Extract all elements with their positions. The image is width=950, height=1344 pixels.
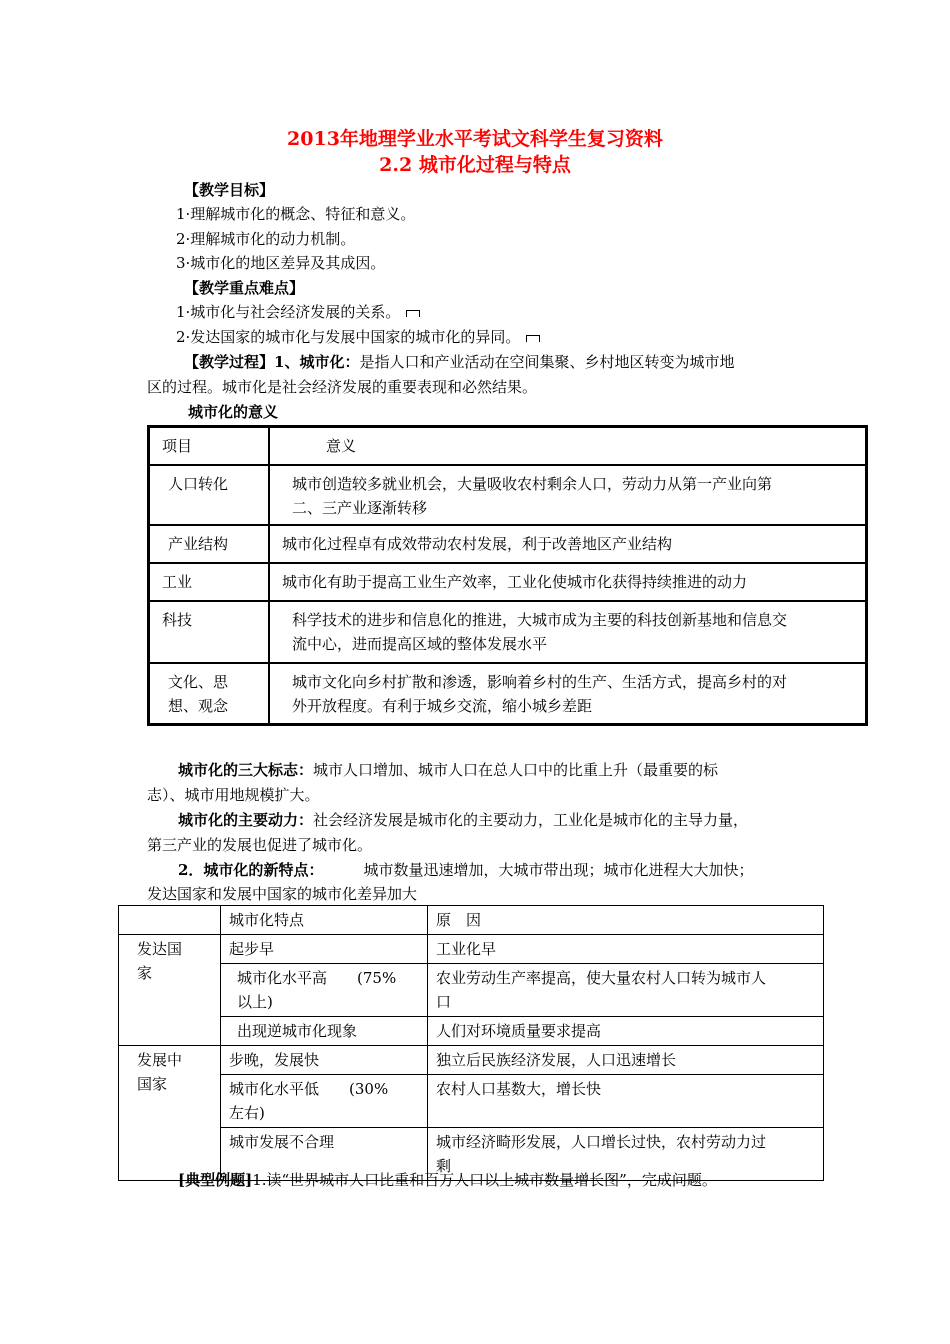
item-cell xyxy=(149,663,270,725)
feature-line: 左右) xyxy=(229,1104,265,1122)
table-row xyxy=(149,465,867,525)
new-features-text: 城市数量迅速增加，大城市带出现；城市化进程大大加快； xyxy=(363,861,754,879)
header-cell-item: 项目 xyxy=(149,427,270,465)
reason-cell: 农村人口基数大，增长快 xyxy=(428,1075,824,1128)
meaning-cell: 城市化有助于提高工业生产效率，工业化使城市化获得持续推进的动力 xyxy=(269,563,867,601)
table-header-row xyxy=(149,427,867,465)
bracket-mark-icon xyxy=(406,310,420,317)
feature-cell: 步晚，发展快 xyxy=(221,1046,428,1075)
table-row xyxy=(149,525,867,563)
example-text: 1.读“世界城市人口比重和百万人口以上城市数量增长图”，完成问题。 xyxy=(252,1171,717,1189)
country-cell xyxy=(119,1046,221,1181)
header-cell-feature: 城市化特点 xyxy=(221,906,428,935)
example-paragraph xyxy=(178,1168,717,1192)
item-cell: 科技 xyxy=(149,601,270,663)
key-point-item xyxy=(176,325,540,349)
table-row xyxy=(119,1046,824,1075)
meaning-cell xyxy=(269,465,867,525)
item-cell: 人口转化 xyxy=(149,465,270,525)
example-label: [典型例题] xyxy=(178,1171,253,1189)
reason-cell: 独立后民族经济发展，人口迅速增长 xyxy=(428,1046,824,1075)
comparison-table xyxy=(118,905,824,1181)
signs-text: 城市人口增加、城市人口在总人口中的比重上升（最重要的标 xyxy=(313,761,719,779)
meaning-line: 城市创造较多就业机会，大量吸收农村剩余人口，劳动力从第一产业向第 xyxy=(292,474,773,493)
meaning-cell xyxy=(269,601,867,663)
feature-line: 以上) xyxy=(237,993,273,1011)
item-cell: 产业结构 xyxy=(149,525,270,563)
feature-cell: 出现逆城市化现象 xyxy=(221,1017,428,1046)
meaning-line: 流中心，进而提高区域的整体发展水平 xyxy=(292,634,548,653)
reason-line: 口 xyxy=(436,993,452,1011)
drivers-paragraph xyxy=(178,808,748,832)
key-points-heading: 【教学重点难点】 xyxy=(184,279,305,297)
table-row xyxy=(119,1017,824,1046)
signs-text-cont: 志）、城市用地规模扩大。 xyxy=(147,786,320,804)
objective-item: 1·理解城市化的概念、特征和意义。 xyxy=(176,205,416,223)
table1-caption: 城市化的意义 xyxy=(188,403,279,421)
table-row xyxy=(149,601,867,663)
drivers-text: 社会经济发展是城市化的主要动力，工业化是城市化的主导力量， xyxy=(313,811,749,829)
header-cell-empty xyxy=(119,906,221,935)
reason-cell: 工业化早 xyxy=(428,935,824,964)
meaning-cell: 城市化过程卓有成效带动农村发展，利于改善地区产业结构 xyxy=(269,525,867,563)
key-point-text: 1·城市化与社会经济发展的关系。 xyxy=(176,303,401,321)
objective-item: 2·理解城市化的动力机制。 xyxy=(176,230,356,248)
meaning-line: 二、三产业逐渐转移 xyxy=(292,498,428,517)
key-point-item xyxy=(176,300,420,324)
meaning-line: 外开放程度。有利于城乡交流，缩小城乡差距 xyxy=(292,696,593,715)
drivers-label: 城市化的主要动力： xyxy=(178,811,314,829)
reason-line: 剩 xyxy=(436,1157,452,1175)
country-line: 国家 xyxy=(137,1075,168,1093)
item-cell: 工业 xyxy=(149,563,270,601)
table-row xyxy=(149,563,867,601)
objectives-heading: 【教学目标】 xyxy=(184,181,275,199)
reason-cell: 人们对环境质量要求提高 xyxy=(428,1017,824,1046)
item-line: 想、观念 xyxy=(168,696,229,715)
header-cell-meaning: 意义 xyxy=(269,427,867,465)
feature-cell xyxy=(221,964,428,1017)
feature-cell: 起步早 xyxy=(221,935,428,964)
reason-line: 城市经济畸形发展，人口增长过快，农村劳动力过 xyxy=(436,1133,767,1151)
meaning-line: 城市文化向乡村扩散和渗透，影响着乡村的生产、生活方式，提高乡村的对 xyxy=(292,672,788,691)
header-cell-reason: 原 因 xyxy=(428,906,824,935)
table-row xyxy=(119,935,824,964)
process-definition-cont: 区的过程。城市化是社会经济发展的重要表现和必然结果。 xyxy=(147,378,538,396)
feature-line: 城市化水平低 (30% xyxy=(229,1080,389,1098)
key-point-text: 2·发达国家的城市化与发展中国家的城市化的异同。 xyxy=(176,328,521,346)
country-line: 家 xyxy=(137,964,153,982)
new-features-paragraph xyxy=(178,858,753,882)
bracket-mark-icon xyxy=(526,335,540,342)
country-cell xyxy=(119,935,221,1046)
new-features-text-cont: 发达国家和发展中国家的城市化差异加大 xyxy=(147,885,418,903)
process-heading: 【教学过程】1、城市化： xyxy=(184,353,360,371)
reason-line: 农业劳动生产率提高，使大量农村人口转为城市人 xyxy=(436,969,767,987)
table-row xyxy=(119,1075,824,1128)
feature-line: 城市化水平高 (75% xyxy=(237,969,397,987)
country-line: 发达国 xyxy=(137,940,183,958)
meaning-line: 科学技术的进步和信息化的推进，大城市成为主要的科技创新基地和信息交 xyxy=(292,610,788,629)
objective-item: 3·城市化的地区差异及其成因。 xyxy=(176,254,386,272)
reason-cell xyxy=(428,964,824,1017)
process-paragraph xyxy=(184,350,734,374)
item-line: 文化、思 xyxy=(168,672,229,691)
signs-label: 城市化的三大标志： xyxy=(178,761,314,779)
feature-cell xyxy=(221,1075,428,1128)
signs-paragraph xyxy=(178,758,718,782)
document-title: 2013年地理学业水平考试文科学生复习资料 xyxy=(287,128,663,150)
feature-cell: 城市发展不合理 xyxy=(221,1128,428,1181)
section-title: 2.2 城市化过程与特点 xyxy=(379,154,571,176)
country-line: 发展中 xyxy=(137,1051,183,1069)
table-header-row xyxy=(119,906,824,935)
significance-table xyxy=(147,425,868,726)
meaning-cell xyxy=(269,663,867,725)
table-row xyxy=(119,964,824,1017)
table-row xyxy=(149,663,867,725)
process-definition: 是指人口和产业活动在空间集聚、乡村地区转变为城市地 xyxy=(359,353,735,371)
drivers-text-cont: 第三产业的发展也促进了城市化。 xyxy=(147,836,373,854)
new-features-label: 2．城市化的新特点： xyxy=(178,861,324,879)
